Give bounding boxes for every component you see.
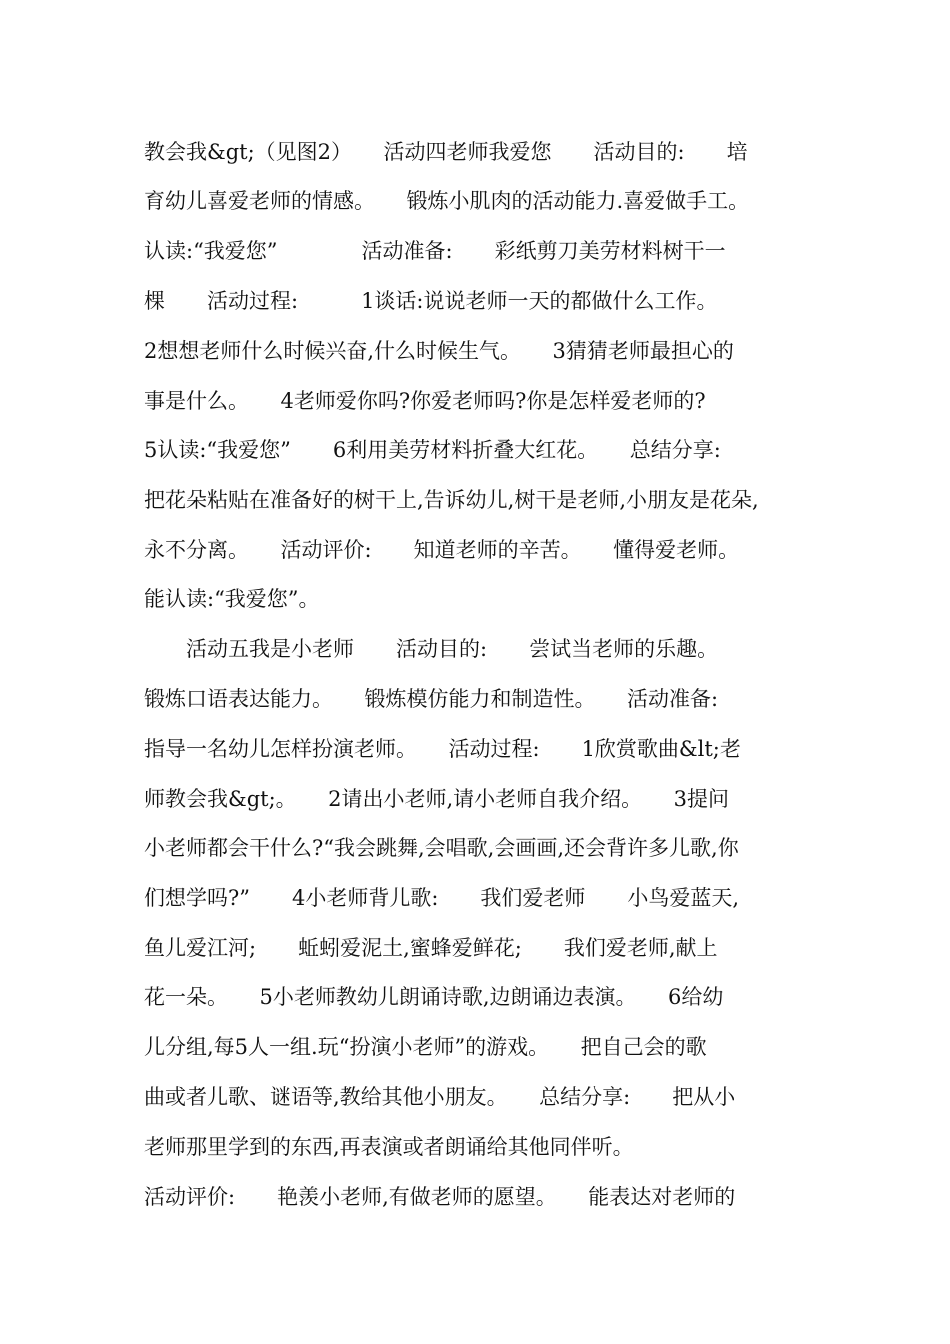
text-line: 花一朵。 5小老师教幼儿朗诵诗歌,边朗诵边表演。 6给幼 [144,985,724,1009]
text-line: 们想学吗?” 4小老师背儿歌: 我们爱老师 小鸟爱蓝天, [144,886,740,910]
text-line: 儿分组,每5人一组.玩“扮演小老师”的游戏。 把自己会的歌 [144,1035,707,1059]
text-line: 活动评价: 艳羡小老师,有做老师的愿望。 能表达对老师的 [144,1185,736,1209]
text-line: 师教会我&gt;。 2请出小老师,请小老师自我介绍。 3提问 [144,787,730,811]
text-line: 能认读:“我爱您”。 [144,587,320,611]
text-line: 认读:“我爱您” 活动准备: 彩纸剪刀美劳材料树干一 [144,239,726,263]
text-line: 把花朵粘贴在准备好的树干上,告诉幼儿,树干是老师,小朋友是花朵, [144,488,759,512]
text-line: 曲或者儿歌、谜语等,教给其他小朋友。 总结分享: 把从小 [144,1085,736,1109]
text-line: 教会我&gt;（见图2） 活动四老师我爱您 活动目的: 培 [144,140,748,164]
text-line: 5认读:“我爱您” 6利用美劳材料折叠大红花。 总结分享: [144,438,721,462]
text-line: 育幼儿喜爱老师的情感。 锻炼小肌肉的活动能力.喜爱做手工。 [144,189,750,213]
text-line: 事是什么。 4老师爱你吗?你爱老师吗?你是怎样爱老师的? [144,389,706,413]
text-line: 永不分离。 活动评价: 知道老师的辛苦。 懂得爱老师。 [144,538,740,562]
text-line: 指导一名幼儿怎样扮演老师。 活动过程: 1欣赏歌曲&lt;老 [144,737,741,761]
text-line: 2想想老师什么时候兴奋,什么时候生气。 3猜猜老师最担心的 [144,339,734,363]
text-line: 棵 活动过程: 1谈话:说说老师一天的都做什么工作。 [144,289,718,313]
text-line: 鱼儿爱江河; 蚯蚓爱泥土,蜜蜂爱鲜花; 我们爱老师,献上 [144,936,718,960]
paragraph-start-line: 活动五我是小老师 活动目的: 尝试当老师的乐趣。 [144,637,719,661]
text-line: 锻炼口语表达能力。 锻炼模仿能力和制造性。 活动准备: [144,687,719,711]
text-line: 小老师都会干什么?“我会跳舞,会唱歌,会画画,还会背许多儿歌,你 [144,836,739,860]
text-line: 老师那里学到的东西,再表演或者朗诵给其他同伴听。 [144,1135,634,1159]
